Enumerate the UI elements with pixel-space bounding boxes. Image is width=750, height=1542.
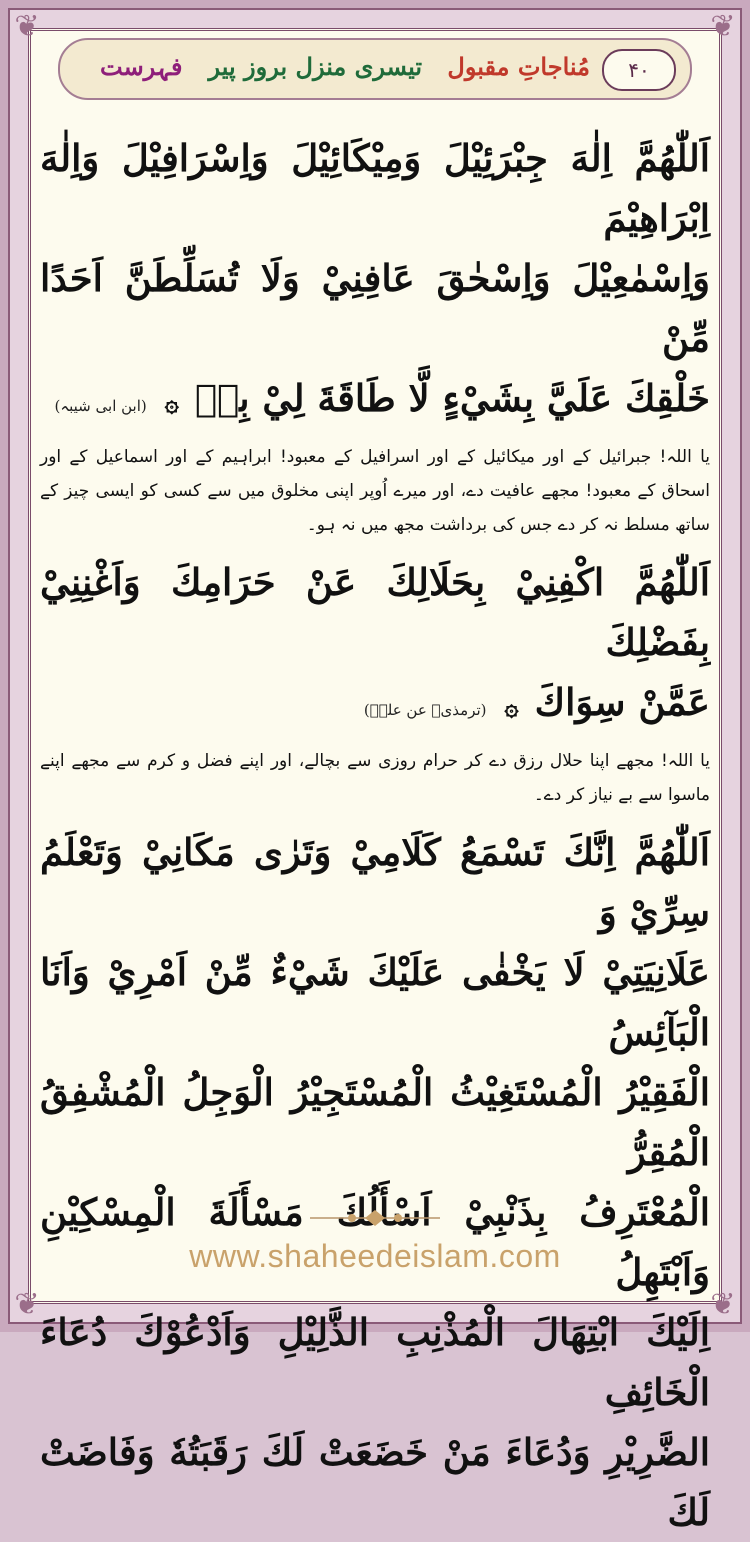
arabic-text: خَلْقِكَ عَلَيَّ بِشَيْءٍ لَّا طَاقَةَ لِيْ بِهٖ: [195, 376, 710, 420]
page-number: ۴۰: [602, 49, 676, 91]
page-content: [40, 128, 710, 1542]
arabic-line: اِلَيْكَ ابْتِهَالَ الْمُذْنِبِ الذَّلِيْلِ وَاَدْعُوْكَ دُعَاءَ الْخَائِفِ: [40, 1302, 710, 1422]
urdu-translation: یا اللہ! جبرائیل کے اور میکائیل کے اور اسرافیل کے معبود! ابراہیم کے اور اسماعیل کے اور اسحاق کے معبود! مجھے عافیت دے، اور میرے اُوپر اپنی مخلوق میں سے کسی کو ایسی چیز کے ساتھ مسلط نہ کر دے جس کی برداشت مجھ میں نہ ہو۔: [40, 440, 710, 542]
arabic-line: اَللّٰهُمَّ اِنَّكَ تَسْمَعُ كَلَامِيْ وَتَرٰى مَكَانِيْ وَتَعْلَمُ سِرِّيْ وَ: [40, 822, 710, 942]
hadith-reference: (ابن ابی شیبہ): [54, 397, 146, 415]
arabic-text: عَمَّنْ سِوَاكَ: [535, 680, 710, 724]
website-url[interactable]: www.shaheedeislam.com: [0, 1238, 750, 1275]
arabic-line: [40, 672, 710, 740]
arabic-line: اَللّٰهُمَّ اكْفِنِيْ بِحَلَالِكَ عَنْ حَرَامِكَ وَاَغْنِنِيْ بِفَضْلِكَ: [40, 552, 710, 672]
page-header: [58, 38, 692, 100]
section-title: تیسری منزل بروز پیر: [209, 52, 422, 81]
dua-block: [40, 822, 710, 1542]
index-link[interactable]: فہرست: [100, 52, 182, 81]
book-title: مُناجاتِ مقبول: [447, 52, 590, 81]
corner-ornament-icon: ❦: [10, 1288, 44, 1322]
verse-end-mark: ۞: [505, 692, 519, 721]
arabic-line: اَللّٰهُمَّ اِلٰهَ جِبْرَئِيْلَ وَمِيْكَائِيْلَ وَاِسْرَافِيْلَ وَاِلٰهَ اِبْرَاهِيْمَ: [40, 128, 710, 248]
dua-block: [40, 552, 710, 812]
urdu-translation: یا اللہ! مجھے اپنا حلال رزق دے کر حرام روزی سے بچالے، اور اپنے فضل و کرم سے مجھے اپنے ماسوا سے بے نیاز کر دے۔: [40, 744, 710, 812]
arabic-line: الْفَقِيْرُ الْمُسْتَغِيْثُ الْمُسْتَجِيْرُ الْوَجِلُ الْمُشْفِقُ الْمُقِرُّ: [40, 1062, 710, 1182]
arabic-line: [40, 368, 710, 436]
verse-end-mark: ۞: [165, 388, 179, 417]
hadith-reference: (ترمذی۔ عن علیؓ): [364, 701, 487, 719]
corner-ornament-icon: ❦: [10, 10, 44, 44]
arabic-line: عَلَانِيَتِيْ لَا يَخْفٰى عَلَيْكَ شَيْءٌ مِّنْ اَمْرِيْ وَاَنَا الْبَآئِسُ: [40, 942, 710, 1062]
dua-block: [40, 128, 710, 542]
divider-ornament-icon: [310, 1208, 440, 1228]
corner-ornament-icon: ❦: [706, 1288, 740, 1322]
corner-ornament-icon: ❦: [706, 10, 740, 44]
arabic-line: الْمُعْتَرِفُ بِذَنْبِيْ اَسْأَلُكَ مَسْأَلَةَ الْمِسْكِيْنِ وَاَبْتَهِلُ: [40, 1182, 710, 1302]
arabic-line: الضَّرِيْرِ وَدُعَاءَ مَنْ خَضَعَتْ لَكَ رَقَبَتُهٗ وَفَاضَتْ لَكَ: [40, 1422, 710, 1542]
arabic-line: وَاِسْمٰعِيْلَ وَاِسْحٰقَ عَافِنِيْ وَلَا تُسَلِّطَنَّ اَحَدًا مِّنْ: [40, 248, 710, 368]
